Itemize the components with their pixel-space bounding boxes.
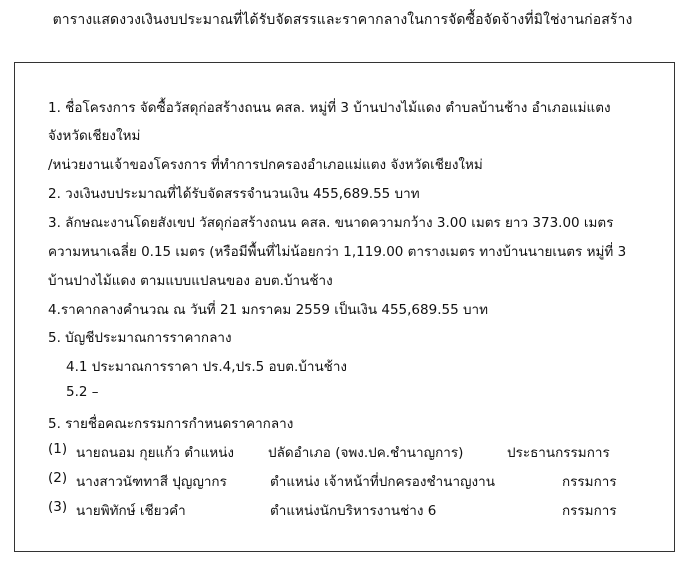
project-name-line-1: 1. ชื่อโครงการ จัดซื้อวัสดุก่อสร้างถนน คสล. หมู่ที่ 3 บ้านปางไม้แดง ตำบลบ้านช้าง อำเภอแม่แตง xyxy=(48,100,611,116)
project-name-line-2: จังหวัดเชียงใหม่ xyxy=(48,128,141,144)
spec-line-1: 3. ลักษณะงานโดยสังเขป วัสดุก่อสร้างถนน คสล. ขนาดความกว้าง 3.00 เมตร ยาว 373.00 เมตร xyxy=(48,215,614,231)
cost-list-item-1: 4.1 ประมาณการราคา ปร.4,ปร.5 อบต.บ้านช้าง xyxy=(66,359,348,375)
cost-list-item-2: 5.2 – xyxy=(66,384,99,400)
committee-row xyxy=(48,470,648,490)
median-price-line: 4.ราคากลางคำนวณ ณ วันที่ 21 มกราคม 2559 เป็นเงิน 455,689.55 บาท xyxy=(48,302,489,318)
agency-line: /หน่วยงานเจ้าของโครงการ ที่ทำการปกครองอำเภอแม่แตง จังหวัดเชียงใหม่ xyxy=(48,157,483,173)
committee-row xyxy=(48,441,648,461)
committee-row xyxy=(48,499,648,519)
committee-position: ปลัดอำเภอ (จพง.ปค.ชำนาญการ) xyxy=(268,445,464,461)
committee-role: กรรมการ xyxy=(562,503,617,519)
committee-name: นายพิทักษ์ เชียวคำ xyxy=(76,503,186,519)
committee-name: นางสาวนัฑทาสี ปุญญากร xyxy=(76,474,227,490)
committee-position: ตำแหน่ง เจ้าหน้าที่ปกครองชำนาญงาน xyxy=(270,474,495,490)
committee-num: (3) xyxy=(48,499,68,515)
committee-num: (1) xyxy=(48,441,68,457)
spec-line-2: ความหนาเฉลี่ย 0.15 เมตร (หรือมีพื้นที่ไม่น้อยกว่า 1,119.00 ตารางเมตร ทางบ้านนายเนตร หมู่ที่ 3 xyxy=(48,244,627,260)
content-box xyxy=(14,62,675,552)
committee-header: 5. รายชื่อคณะกรรมการกำหนดราคากลาง xyxy=(48,416,294,432)
committee-role: กรรมการ xyxy=(562,474,617,490)
spec-line-3: บ้านปางไม้แดง ตามแบบแปลนของ อบต.บ้านช้าง xyxy=(48,273,333,289)
committee-position: ตำแหน่งนักบริหารงานช่าง 6 xyxy=(270,503,437,519)
document-title: ตารางแสดงวงเงินงบประมาณที่ได้รับจัดสรรและราคากลางในการจัดซื้อจัดจ้างที่มิใช่งานก่อสร้าง xyxy=(52,12,633,28)
committee-name: นายถนอม กุยแก้ว ตำแหน่ง xyxy=(76,445,235,461)
budget-line: 2. วงเงินงบประมาณที่ได้รับจัดสรรจำนวนเงิน 455,689.55 บาท xyxy=(48,186,420,202)
committee-role: ประธานกรรมการ xyxy=(507,445,610,461)
cost-list-header: 5. บัญชีประมาณการราคากลาง xyxy=(48,330,232,346)
committee-num: (2) xyxy=(48,470,68,486)
